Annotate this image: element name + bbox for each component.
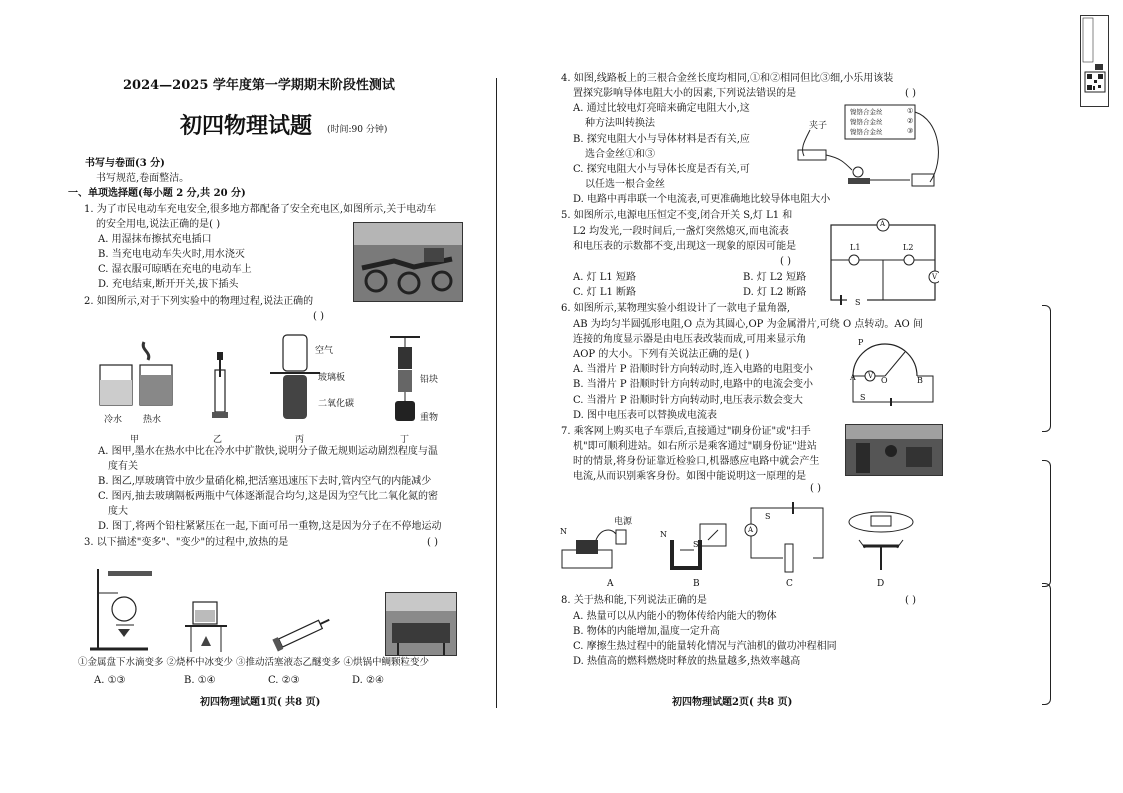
q3-figure-caption: ①金属盘下水滴变多 ②烧杯中冰变少 ③推动活塞液态乙醚变多 ④烘锅中鲷颗粒变少 (78, 657, 430, 668)
fig-label-ammeter-c: A (748, 526, 754, 534)
fig-label-north-pole: N (560, 527, 567, 536)
fig-label-a: A (850, 373, 856, 382)
page-1 (0, 0, 495, 793)
q2-option-a-1: A. 图甲,墨水在热水中比在冷水中扩散快,说明分子做无规则运动剧烈程度与温 (98, 446, 438, 457)
q8-answer-blank: ( ) (905, 595, 916, 606)
fig-label-cold-water: 冷水 (104, 415, 123, 425)
fig-label-switch: S (855, 298, 861, 307)
q7-answer-blank: ( ) (810, 483, 821, 494)
q8-option-c: C. 摩擦生热过程中的能量转化情况与汽油机的做功冲程相同 (573, 641, 837, 652)
fig-caption-b: B (693, 579, 700, 589)
fig-lead-cylinders (388, 335, 422, 425)
section-heading-single-choice: 一、单项选择题(每小题 2 分,共 20 分) (68, 188, 246, 199)
q5-stem-3: 和电压表的示数都不变,出现这一现象的原因可能是 (573, 241, 797, 252)
fig-label-heavy-weight: 重物 (420, 413, 439, 423)
fig-label-n3: ③ (907, 127, 914, 135)
fig-label-nitrogen-dioxide: 二氧化碳 (318, 399, 355, 409)
q3-answer-blank: ( ) (427, 537, 438, 548)
fig-label-b: B (917, 376, 923, 385)
q5-option-b: B. 灯 L2 短路 (743, 272, 807, 283)
q5-stem-1: 5. 如图所示,电源电压恒定不变,闭合开关 S,灯 L1 和 (561, 210, 793, 221)
fig-caption-jia: 甲 (130, 435, 140, 445)
writing-note: 书写规范,卷面整洁。 (96, 173, 190, 184)
q2-option-c-1: C. 图丙,抽去玻璃隔板两瓶中气体逐渐混合均匀,这是因为空气比二氧化氮的密 (98, 491, 439, 502)
q4-option-a-1: A. 通过比较电灯亮暗来确定电阻大小,这 (573, 103, 750, 114)
fig-label-ammeter: A (880, 220, 886, 228)
q3-option-d: D. ②④ (352, 675, 384, 686)
fig-caption-ding: 丁 (400, 435, 410, 445)
q3-option-b: B. ①④ (184, 675, 216, 686)
fig-label-voltmeter: V (932, 273, 938, 281)
fig-label-v: V (868, 372, 874, 380)
fig-metal-plate-flask (88, 565, 160, 653)
q5-option-a: A. 灯 L1 短路 (573, 272, 636, 283)
fig-label-wire-2: 镍铬合金丝 (850, 118, 883, 126)
q1-option-b: B. 当充电电动车失火时,用水浇灭 (98, 249, 245, 260)
fig-label-wire-1: 镍铬合金丝 (850, 108, 883, 116)
q1-option-a: A. 用湿抹布擦拭充电插口 (98, 234, 212, 245)
exam-header: 2024—2025 学年度第一学期期末阶段性测试 (123, 78, 395, 93)
q4-option-c-2: 以任选一根合金丝 (585, 179, 665, 190)
q7-stem-4: 电流,从而识别乘客身份。如图中能说明这一原理的是 (573, 471, 807, 482)
fig-label-o: O (881, 376, 888, 385)
page-1-footer: 初四物理试题1页( 共8 页) (200, 697, 321, 708)
q6-option-c: C. 当滑片 P 沿顺时针方向转动时,电压表示数会变大 (573, 395, 803, 406)
fig-caption-d: D (877, 579, 885, 589)
page-title: 初四物理试题 (180, 113, 313, 139)
fig-oven-photo (385, 592, 457, 656)
fig-label-s: S (860, 393, 866, 402)
fig-piston-tube (210, 352, 230, 424)
fig-label-hot-water: 热水 (143, 415, 162, 425)
fig-label-p: P (858, 338, 864, 347)
fig-label-l1: L1 (850, 243, 861, 252)
q8-option-b: B. 物体的内能增加,温度一定升高 (573, 626, 720, 637)
q5-option-d: D. 灯 L2 断路 (743, 287, 807, 298)
q1-stem-1: 1. 为了市民电动车充电安全,很多地方都配备了安全充电区,如图所示,关于电动车 (84, 204, 437, 215)
q4-option-d: D. 电路中再串联一个电流表,可更准确地比较导体电阻大小 (573, 194, 831, 205)
page-divider (496, 78, 497, 708)
margin-bracket-1 (1042, 305, 1051, 432)
fig-circuit-two-lamps (827, 215, 939, 305)
fig-caption-a: A (607, 579, 614, 589)
fig-option-b-induction (660, 520, 732, 580)
q7-stem-2: 机"即可顺利进站。如右所示是乘客通过"刷身份证"进站 (573, 441, 817, 452)
q4-option-a-2: 种方法叫转换法 (585, 118, 655, 129)
q5-stem-2: L2 均发光,一段时间后,一盏灯突然熄灭,而电流表 (573, 226, 789, 237)
q6-option-a: A. 当滑片 P 沿顺时针方向转动时,连入电路的电阻变小 (573, 364, 813, 375)
q3-option-c: C. ②③ (268, 675, 300, 686)
q2-option-b: B. 图乙,厚玻璃管中放少量硝化棉,把活塞迅速压下去时,管内空气的内能减少 (98, 476, 432, 487)
fig-option-d-compass (845, 508, 917, 576)
fig-label-l2: L2 (903, 243, 914, 252)
q1-option-d: D. 充电结束,断开开关,拔下插头 (98, 279, 239, 290)
q8-stem: 8. 关于热和能,下列说法正确的是 (561, 595, 707, 606)
q3-option-a: A. ①③ (94, 675, 126, 686)
fig-ice-beaker (185, 600, 227, 655)
q2-stem: 2. 如图所示,对于下列实验中的物理过程,说法正确的 (84, 296, 314, 307)
q4-answer-blank: ( ) (905, 88, 916, 99)
q2-option-c-2: 度大 (108, 506, 128, 517)
fig-syringe-ether (272, 612, 334, 652)
page-2 (500, 0, 1123, 793)
q6-stem-2: AB 为均匀半圆弧形电阻,O 点为其圆心,OP 为金属滑片,可绕 O 点转动。AO 间 (573, 319, 923, 330)
q2-option-a-2: 度有关 (108, 461, 138, 472)
q6-stem-1: 6. 如图所示,某物理实验小组设计了一款电子量角器, (561, 303, 791, 314)
q5-answer-blank: ( ) (780, 256, 791, 267)
time-note: (时间:90 分钟) (327, 125, 388, 135)
fig-label-lead-block: 铅块 (420, 375, 439, 385)
q7-stem-3: 时的情景,将身份证靠近检验口,机器感应电路中就会产生 (573, 456, 820, 467)
fig-caption-c: C (786, 579, 793, 589)
ev-charging-photo (353, 222, 463, 302)
fig-label-wire-3: 镍铬合金丝 (850, 128, 883, 136)
fig-id-gate-photo (845, 424, 943, 476)
qr-code (1080, 15, 1109, 107)
writing-heading: 书写与卷面(3 分) (85, 158, 165, 169)
q4-stem-1: 4. 如图,线路板上的三根合金丝长度均相同,①和②相同但比③细,小乐用该装 (561, 73, 894, 84)
fig-label-power-source: 电源 (614, 517, 633, 527)
q4-stem-2: 置探究影响导体电阻大小的因素,下列说法错误的是 (573, 88, 797, 99)
fig-label-north-pole-b: N (660, 530, 667, 539)
q8-option-a: A. 热量可以从内能小的物体传给内能大的物体 (573, 611, 777, 622)
q6-option-b: B. 当滑片 P 沿顺时针方向转动时,电路中的电流会变小 (573, 379, 813, 390)
margin-bracket-2 (1042, 460, 1051, 587)
page-2-footer: 初四物理试题2页( 共8 页) (672, 697, 793, 708)
fig-label-air: 空气 (315, 346, 334, 356)
q1-option-c: C. 湿衣服可晾晒在充电的电动车上 (98, 264, 252, 275)
fig-label-clip: 夹子 (809, 121, 828, 131)
fig-option-c-electromagnet (743, 500, 833, 580)
q4-option-c-1: C. 探究电阻大小与导体长度是否有关,可 (573, 164, 750, 175)
fig-gas-diffusion-bottles (270, 333, 320, 423)
fig-label-glass-plate: 玻璃板 (318, 373, 346, 383)
q4-option-b-2: 选合金丝①和③ (585, 149, 655, 160)
margin-bracket-3 (1042, 583, 1051, 705)
q7-stem-1: 7. 乘客网上购买电子车票后,直接通过"刷身份证"或"扫手 (561, 426, 811, 437)
q6-stem-4: AOP 的大小。下列有关说法正确的是( ) (573, 349, 750, 360)
fig-label-switch-c: S (765, 512, 771, 521)
q6-stem-3: 连接的角度显示器是由电压表改装而成,可用来显示角 (573, 334, 807, 345)
fig-label-n2: ② (907, 117, 914, 125)
fig-caption-yi: 乙 (213, 435, 223, 445)
fig-caption-bing: 丙 (295, 435, 305, 445)
fig-label-south-pole-b: S (693, 540, 699, 549)
q8-option-d: D. 热值高的燃料燃烧时释放的热量越多,热效率越高 (573, 656, 801, 667)
q2-option-d: D. 图丁,将两个铅柱紧紧压在一起,下面可吊一重物,这是因为分子在不停地运动 (98, 521, 442, 532)
fig-protractor-circuit (843, 336, 935, 408)
q3-stem: 3. 以下描述"变多"、"变少"的过程中,放热的是 (84, 537, 289, 548)
q6-option-d: D. 图中电压表可以替换成电流表 (573, 410, 718, 421)
fig-diffusion-beakers (92, 340, 182, 410)
q2-answer-blank: ( ) (313, 311, 324, 322)
q4-option-b-1: B. 探究电阻大小与导体材料是否有关,应 (573, 134, 750, 145)
q1-stem-2: 的安全用电,说法正确的是( ) (96, 219, 221, 230)
fig-label-n1: ① (907, 107, 914, 115)
q5-option-c: C. 灯 L1 断路 (573, 287, 637, 298)
